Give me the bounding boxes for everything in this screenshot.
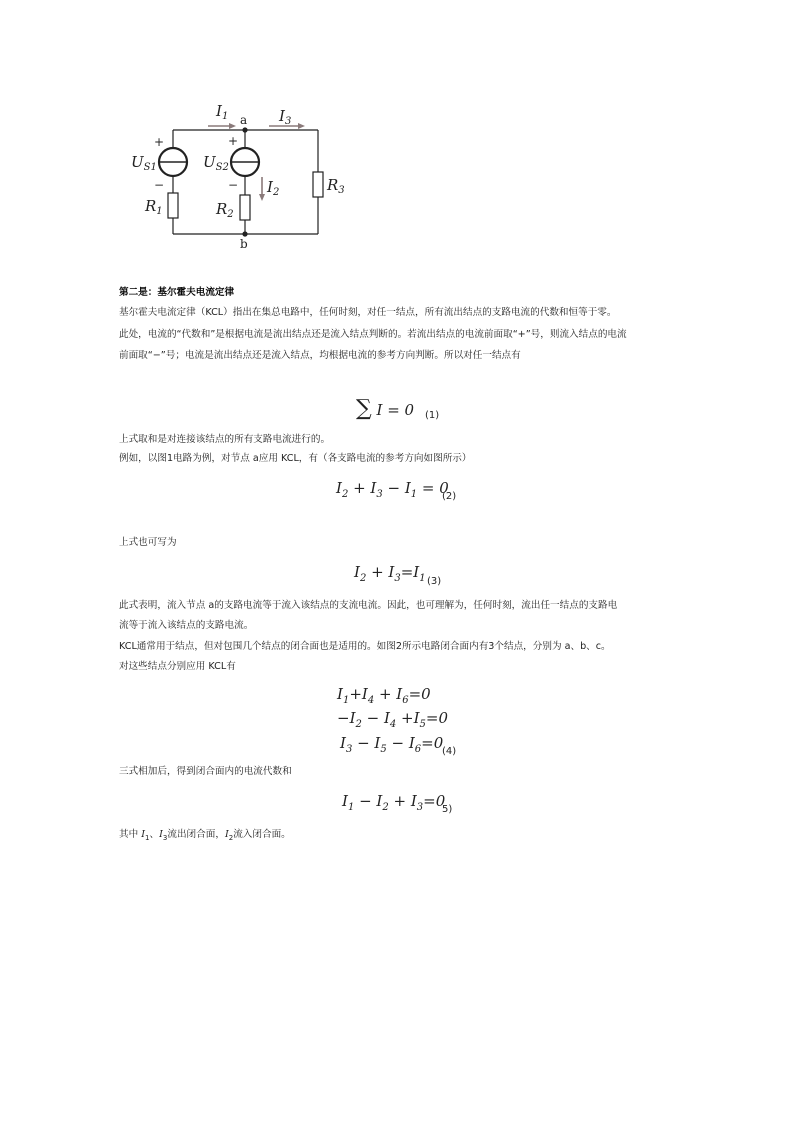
label-node-a: a [240,113,248,127]
equation-1-number: (1) [425,410,440,421]
paragraph-1-line-3: 前面取“−”号；电流是流出结点还是流入结点，均根据电流的参考方向判断。所以对任一结点有 [119,350,521,361]
label-i1: $I_1$ [216,102,229,122]
paragraph-5-line-2: 流等于流入该结点的支路电流。 [119,620,254,631]
sum-sign: ∑ [356,396,372,421]
paragraph-1-line-2: 此处，电流的“代数和”是根据电流是流出结点还是流入结点判断的。若流出结点的电流前面取“+”号，则流入结点的电流 [119,329,627,340]
minus-us1: − [154,178,165,192]
equation-3: $I_2 + I_3=I_1$ [354,563,426,584]
equation-3-number: (3) [427,576,442,587]
equation-5-number: 5) [442,804,453,815]
paragraph-4: 上式也可写为 [119,537,177,548]
paragraph-2: 上式取和是对连接该结点的所有支路电流进行的。 [119,434,331,445]
paragraph-1-line-1: 基尔霍夫电流定律（KCL）指出在集总电路中，任何时刻，对任一结点，所有流出结点的支路电流的代数和恒等于零。 [119,307,617,318]
equation-4-number: (4) [442,746,457,757]
paragraph-5-line-1: 此式表明，流入节点 a的支路电流等于流入该结点的支流电流。因此，也可理解为，任何时刻，流出任一结点的支路电 [119,600,618,611]
equation-4b: $-I_2 - I_4 +I_5=0$ [337,709,449,730]
equation-4c: $I_3 - I_5 - I_6=0$ [340,734,444,755]
equation-4a: $I_1+I_4 + I_6=0$ [337,685,431,706]
label-i2: $I_2$ [267,178,280,198]
minus-us2: − [228,178,239,192]
equation-1: ∑ I = 0 [356,396,415,421]
node-a [242,127,247,132]
paragraph-3: 例如，以图1电路为例，对节点 a应用 KCL，有（各支路电流的参考方向如图所示） [119,453,472,464]
label-i3: $I_3$ [279,107,292,127]
label-r2: $R_2$ [216,200,234,220]
equation-5: $I_1 - I_2 + I_3=0$ [342,792,446,813]
label-us2: $U_{S2}$ [203,153,229,173]
equation-2-number: (2) [442,491,457,502]
node-b [242,231,247,236]
label-r1: $R_1$ [145,197,163,217]
plus-us1: + [154,135,165,149]
resistor-r3 [313,172,323,197]
resistor-r1 [168,193,178,218]
equation-2: $I_2 + I_3 - I_1 = 0$ [336,479,449,500]
label-node-b: b [240,237,248,251]
paragraph-8: 其中 $I_1$、$I_3$流出闭合面，$I_2$流入闭合面。 [119,829,291,842]
paragraph-6-line-1: KCL通常用于结点，但对包围几个结点的闭合面也是适用的。如图2所示电路闭合面内有3个结点，分别为 a、b、c。 [119,641,611,652]
section-title: 第二是：基尔霍夫电流定律 [119,287,235,298]
plus-us2: + [228,134,239,148]
paragraph-6-line-2: 对这些结点分别应用 KCL有 [119,661,236,672]
label-r3: $R_3$ [327,176,345,196]
resistor-r2 [240,195,250,220]
label-us1: $U_{S1}$ [131,153,157,173]
circuit-diagram [0,0,794,280]
paragraph-7: 三式相加后，得到闭合面内的电流代数和 [119,766,292,777]
